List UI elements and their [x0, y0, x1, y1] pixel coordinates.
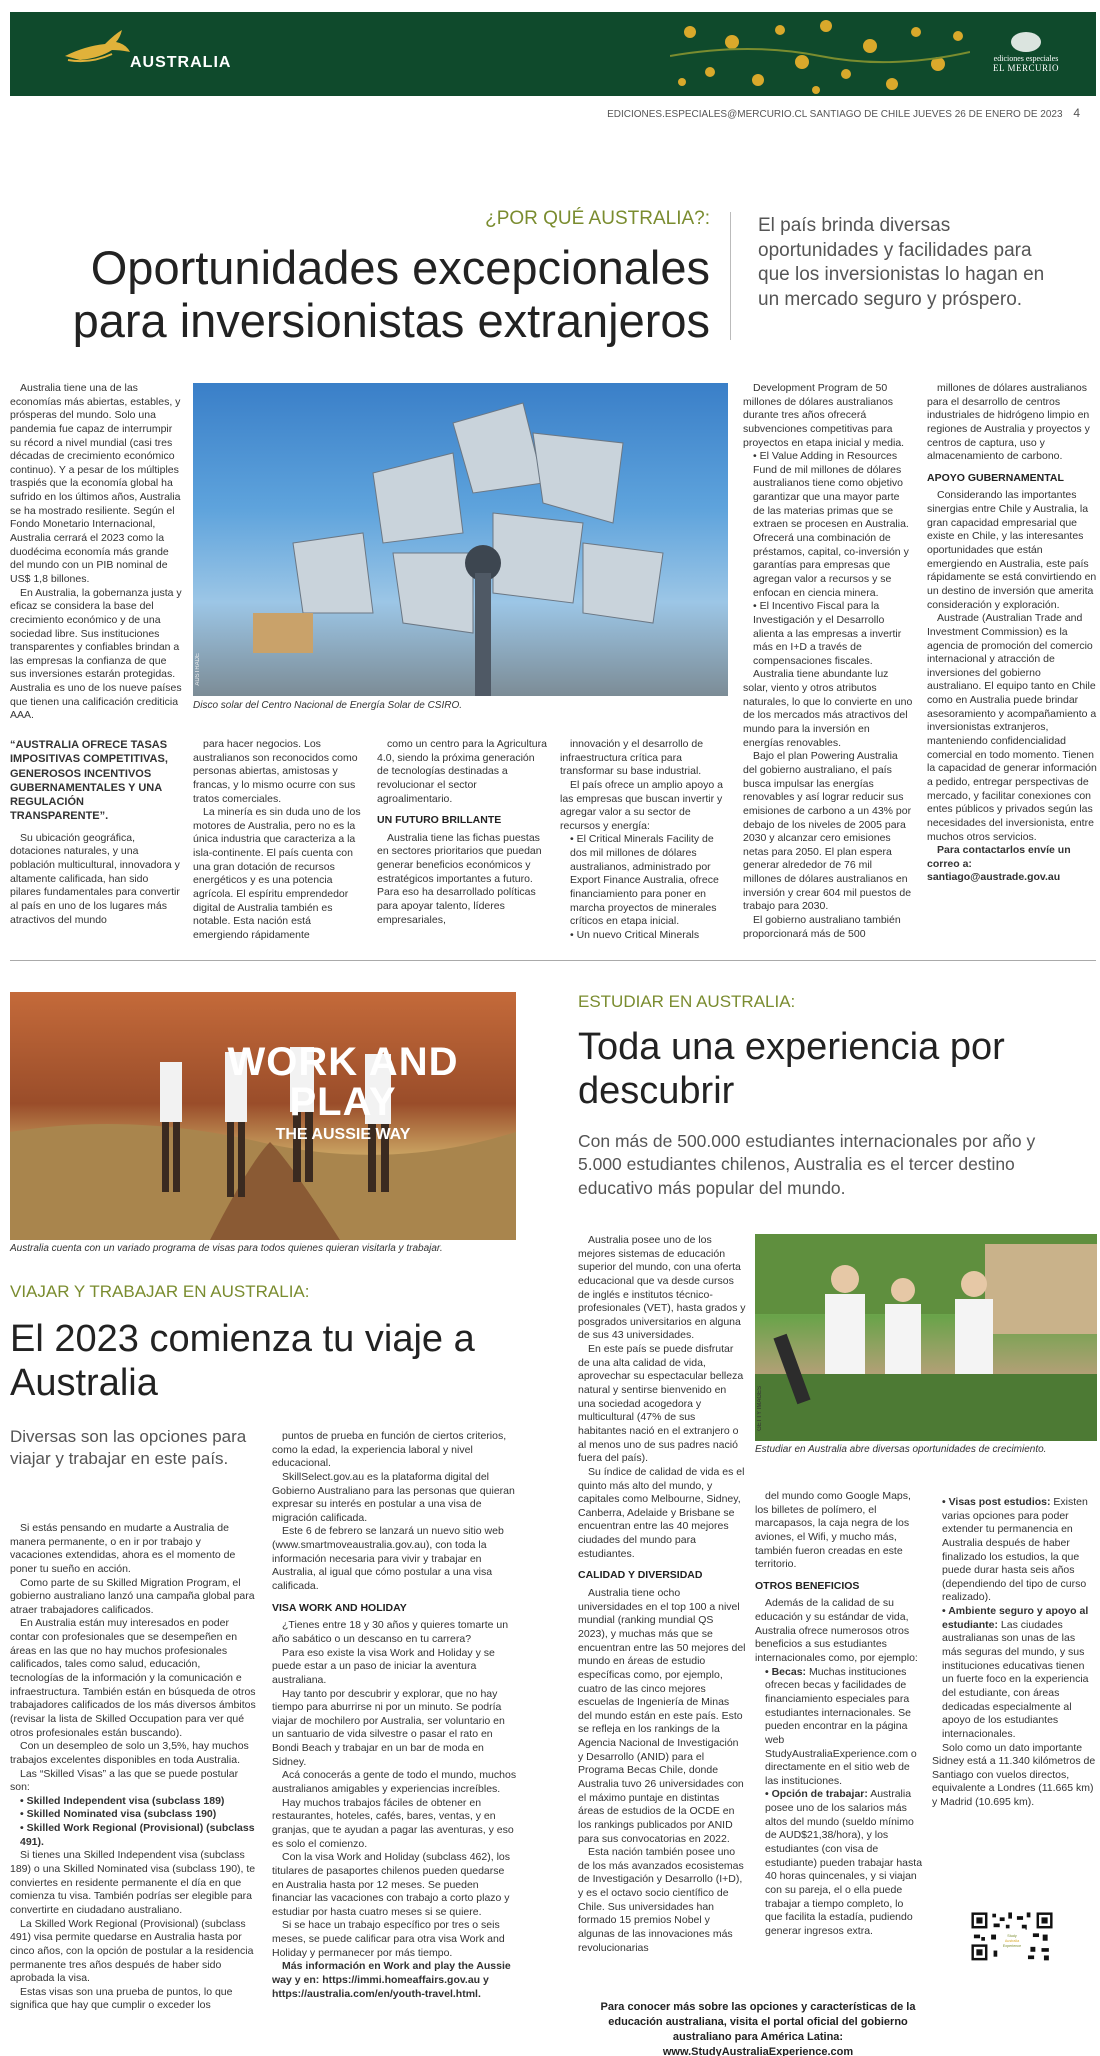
kangaroo-logo-icon [60, 26, 140, 66]
article1-column-1b: “AUSTRALIA OFRECE TASAS IMPOSITIVAS COMPETITIVAS, GENEROSOS INCENTIVOS GUBERNAMENTALES Y UNA REGULACIÓN TRANSPARENTE”. Su ubicación geográfica, dotaciones naturales, y una población multicultural, innovadora y altamente calificada, han sido pilares fundamentales para convertir al país en uno de los lugares más atractivos del mundo [10, 738, 182, 927]
footer-note: Para conocer más sobre las opciones y características de la educación australiana, visita el portal oficial del gobierno australiano para América Latina: www.StudyAustraliaExperience.com [600, 2001, 916, 2056]
article2-column-1: Si estás pensando en mudarte a Australia de manera permanente, o en ir por trabajo y vacaciones extendidas, ahora es el momento de poner tu sueño en acción. Como parte de su Skilled Migration Program, el gobierno australiano lanzó una campaña global para atraer trabajadores calificados. En Australia están muy interesados en poder contar con profesionales que se desempeñen en áreas en las que no hay muchos profesionales calificados, tales como salud, educación, tecnologías de la información y la comunicación e infraestructura. También están en búsqueda de otros trabajadores calificados de los más diversos ámbitos (revisar la lista de Skilled Occupation para ver qué otros profesionales están buscando). Con un desempleo de solo un 3,5%, hay muchos trabajos excelentes disponibles en toda Australia. Las “Skilled Visas” a las que se puede postular son: • Skilled Independent visa (subclass 189) • Skilled Nominated visa (subclass 190) • Skilled Work Regional (Provisional) (subclass 491). Si tienes una Skilled Independent visa (subclass 189) o una Skilled Nominated visa (subclass 190), te conviertes en residente permanente el día en que comienza tu visa. También podrías ser elegible para convertirte en ciudadano australiano. La Skilled Work Regional (Provisional) (subclass 491) visa permite quedarse en Australia hasta por cinco años, con la opción de postular a la residencia permanente tres años después de haber sido aprobada la visa. Estas visas son una prueba de puntos, lo que significa que hay que cumplir o exceder los [10, 1522, 256, 2012]
svg-text:Experience: Experience [1002, 1943, 1022, 1948]
solar-dish-illustration [193, 383, 728, 696]
el-mercurio-logo: ediciones especiales EL MERCURIO [986, 32, 1066, 73]
qr-code-icon[interactable] [942, 1910, 1082, 1996]
svg-text:Australia: Australia [1004, 1938, 1020, 1943]
article3-column-1: Australia posee uno de los mejores sistemas de educación superior del mundo, con una oferta educacional que va desde cursos de inglés e institutos técnico-profesionales (VET), hasta grados y posgrados universitarios en alguna de sus 43 universidades. En este país se puede disfrutar de una alta calidad de vida, aprovechar su espectacular belleza natural y sentirse bienvenido en una sociedad acogedora y multicultural (47% de sus habitantes nació en el extranjero o al menos uno de sus padres nació fuera del país). Su índice de calidad de vida es el quinto más alto del mundo, y capitales como Melbourne, Sidney, Canberra, Adelaide y Brisbane se encuentran entre las 40 mejores ciudades del mundo para estudiantes. CALIDAD Y DIVERSIDAD Australia tiene ocho universidades en el top 100 a nivel mundial (ranking mundial QS 2023), y muchas más que se encuentran entre las 50 mejores del mundo en áreas de estudio específicas como, por ejemplo, cuatro de las cinco mejores escuelas de Ingeniería de Minas del mundo están en este país. Esto se refleja en los rankings de la Agencia Nacional de Investigación y Desarrollo (ANID) para el Programa Becas Chile, donde Australia tuvo 26 universidades con el máximo puntaje en distintas áreas de estudios de la OCDE en los rankings publicados por ANID para sus convocatorias en 2022. Esta nación también posee uno de los más avanzados ecosistemas de Investigación y Desarrollo (I+D), y es el octavo socio científico de Chile. Sus universidades han formado 15 premios Nobel y algunas de las innovaciones más revolucionarias [578, 1234, 746, 1954]
page-number: 4 [1073, 106, 1080, 120]
work-and-play-logo: WORK AND PLAY THE AUSSIE WAY [227, 1040, 459, 1143]
article1-column-3: como un centro para la Agricultura 4.0, siendo la próxima generación de tecnologías destinadas a revolucionar el sector agroalimentario. UN FUTURO BRILLANTE Australia tiene las fichas puestas en sectores prioritarios que puedan generar beneficios económicos y estratégicos importantes a futuro. Para eso ha desarrollado políticas para apoyar talento, líderes empresariales, [377, 738, 547, 926]
photo-caption: Disco solar del Centro Nacional de Energía Solar de CSIRO. [193, 700, 463, 711]
article1-column-2: para hacer negocios. Los australianos son reconocidos como personas abiertas, amistosas y francas, y lo mismo ocurre con sus tratos comerciales. La minería es sin duda uno de los motores de Australia, pero no es la única industria que caracteriza a la isla-continente. El país cuenta con una gran dotación de recursos energéticos y es una potencia agrícola. El espíritu emprendedor digital de Australia también es notable. Esta nación está emergiendo rápidamente [193, 738, 361, 941]
article3-deck: Con más de 500.000 estudiantes internacionales por año y 5.000 estudiantes chilenos, Australia es el tercer destino educativo más popular del mundo. [578, 1131, 1036, 1198]
banner-country: AUSTRALIA [130, 54, 232, 71]
article3-title: Toda una experiencia por descubrir [578, 1026, 1005, 1112]
article1-deck: El país brinda diversas oportunidades y facilidades para que los inversionistas lo hagan en un mercado seguro y próspero. [758, 215, 1045, 311]
photo-caption: Australia cuenta con un variado programa de visas para todos quienes quieran visitarla y trabajar. [10, 1243, 443, 1254]
photo-credit: GETTY IMAGES [757, 1386, 763, 1431]
article3-column-2: del mundo como Google Maps, los billetes de polímero, el marcapasos, la caja negra de los aviones, el Wifi, y mucho más, también fueron creadas en este territorio. OTROS BENEFICIOS Además de la calidad de su educación y su estándar de vida, Australia ofrece numerosos otros beneficios a sus estudiantes internacionales como, por ejemplo: • Becas: Muchas instituciones ofrecen becas y facilidades de financiamiento especiales para estudiantes internacionales. Se pueden encontrar en la página web StudyAustraliaExperience.com o directamente en el sitio web de las instituciones. • Opción de trabajar: Australia posee uno de los salarios más altos del mundo (sueldo mínimo de AUD$21,38/hora), y los estudiantes (con visa de estudiante) pueden trabajar hasta 40 horas quincenales, y si viajan con su pareja, el o ella puede trabajar a tiempo completo, lo que facilita la estadía, pudiendo generar ingresos extra. [755, 1490, 923, 1937]
students-photo [755, 1234, 1097, 1441]
work-and-play-photo [10, 992, 516, 1240]
article3-kicker: ESTUDIAR EN AUSTRALIA: [578, 992, 796, 1011]
photo-caption: Estudiar en Australia abre diversas oportunidades de crecimiento. [755, 1444, 1047, 1455]
subheading: OTROS BENEFICIOS [755, 1579, 860, 1592]
article1-title: Oportunidades excepcionales para inversionistas extranjeros [72, 241, 710, 347]
article1-column-1: Australia tiene una de las economías más abiertas, estables, y prósperas del mundo. Solo una pandemia fue capaz de interrumpir su récord a nivel mundial (casi tres décadas de crecimiento económico continuo). Y a pesar de los múltiples traspiés que la economía global ha sufrido en los últimos años, Australia se ha mostrado resiliente. Según el Fondo Monetario Internacional, Australia cerrará el 2023 como la duodécima economía más grande del mundo con un PIB nominal de US$ 1,8 billones. En Australia, la gobernanza justa y eficaz se considera la base del crecimiento económico y de una sociedad libre. Sus instituciones transparentes y confiables brindan a las empresas la confianza de que sus inversiones estarán protegidas. Australia es uno de los nueve países que tienen una calificación crediticia AAA. [10, 382, 182, 722]
article2-deck: Diversas son las opciones para viajar y trabajar en este país. [10, 1427, 247, 1469]
article2-column-2: puntos de prueba en función de ciertos criterios, como la edad, la experiencia laboral y nivel educacional. SkillSelect.gov.au es la plataforma digital del Gobierno Australiano para las personas que quieran expresar su interés en postular a una visa de migración calificada. Este 6 de febrero se lanzará un nuevo sitio web (www.smartmoveaustralia.gov.au), con toda la información necesaria para vivir y trabajar en Australia, al igual que cómo postular a una visa calificada. VISA WORK AND HOLIDAY ¿Tienes entre 18 y 30 años y quieres tomarte un año sabático o un descanso en tu carrera? Para eso existe la visa Work and Holiday y se puede estar a un paso de iniciar la aventura australiana. Hay tanto por descubrir y explorar, que no hay tiempo para aburrirse ni por un minuto. Se podría viajar de mochilero por Australia, ser voluntario en un santuario de vida silvestre o pasar el rato en Bondi Beach y trabajar en un bar de moda en Sidney. Acá conocerás a gente de todo el mundo, muchos australianos amigables y experiencias increíbles. Hay muchos trabajos fáciles de obtener en restaurantes, hoteles, cafés, bares, ventas, y en granjas, que te ayudan a pagar las aventuras, y eso es solo el comienzo. Con la visa Work and Holiday (subclass 462), los titulares de pasaportes chilenos pueden quedarse en Australia hasta por 12 meses. Se pueden financiar las vacaciones con trabajo a corto plazo y estudiar por hasta cuatro meses si se quiere. Si se hace un trabajo específico por tres o seis meses, se puede calificar para otra visa Work and Holiday y permanecer por más tiempo. Más información en Work and play the Aussie way y en: https://immi.homeaffairs.gov.au y https://australia.com/en/youth-travel.html. [272, 1430, 517, 2000]
dateline: EDICIONES.ESPECIALES@MERCURIO.CL SANTIAGO DE CHILE JUEVES 26 DE ENERO DE 2023 4 [607, 106, 1080, 120]
subheading: UN FUTURO BRILLANTE [377, 814, 502, 827]
wattle-decoration [670, 12, 970, 96]
more-info-links: Más información en Work and play the Aussie way y en: https://immi.homeaffairs.gov.au y https://australia.com/en/youth-travel.html. [272, 1960, 511, 2000]
article3-column-3: • Visas post estudios: Existen varias opciones para poder extender tu permanencia en Australia después de haber finalizado los estudios, la que puede durar hasta seis años (dependiendo del tipo de curso realizado). • Ambiente seguro y apoyo al estudiante: Las ciudades australianas son unas de las más seguras del mundo, y sus instituciones educativas tienen un fuerte foco en la experiencia del estudiante, con áreas dedicadas especialmente al apoyo de los estudiantes internacionales. Solo como un dato importante Sidney está a 11.340 kilómetros de Santiago con vuelos directos, equivalente a Londres (11.665 km) y Madrid (10.695 km). [932, 1496, 1096, 1809]
subheading: CALIDAD Y DIVERSIDAD [578, 1569, 703, 1582]
divider [730, 212, 731, 340]
pull-quote: “AUSTRALIA OFRECE TASAS IMPOSITIVAS COMPETITIVAS, GENEROSOS INCENTIVOS GUBERNAMENTALES Y UNA REGULACIÓN TRANSPARENTE”. [10, 739, 168, 823]
students-illustration [755, 1234, 1097, 1441]
solar-dish-photo [193, 383, 728, 696]
article1-kicker: ¿POR QUÉ AUSTRALIA?: [485, 208, 710, 229]
article1-column-5: Development Program de 50 millones de dólares australianos durante tres años ofrecerá subvenciones competitivas para proyectos en etapa inicial y media. • El Value Adding in Resources Fund de mil millones de dólares australianos tiene como objetivo garantizar que una mayor parte de las materias primas que se extraen se procesen en Australia. Ofrecerá una combinación de préstamos, capital, co-inversión y garantías para empresas que agregan valor a recursos y se enfocan en ciencia minera. • El Incentivo Fiscal para la Investigación y el Desarrollo alienta a las empresas a invertir más en I+D a través de compensaciones fiscales. Australia tiene abundante luz solar, viento y otros atributos naturales, lo que lo convierte en uno de los mercados más atractivos del mundo para la inversión en energías renovables. Bajo el plan Powering Australia del gobierno australiano, el país busca impulsar las energías renovables y así lograr reducir sus emisiones de carbono a un 43% por debajo de los niveles de 2005 para 2030 y alcanzar cero emisiones netas para 2050. El plan espera generar alrededor de 76 mil millones de dólares australianos en inversión y crear 604 mil puestos de trabajo para 2030. El gobierno australiano también proporcionará más de 500 [743, 382, 913, 940]
article1-column-6: millones de dólares australianos para el desarrollo de centros industriales de hidrógeno limpio en regiones de Australia y proyectos y centros de captura, uso y almacenamiento de carbono. APOYO GUBERNAMENTAL Considerando las importantes sinergias entre Chile y Australia, la gran capacidad empresarial que existe en Chile, y las interesantes oportunidades que están emergiendo en Australia, este país rápidamente se está convirtiendo en un destino de inversión que amerita consideración y exploración. Austrade (Australian Trade and Investment Commission) es la agencia de promoción del comercio internacional y atracción de inversiones del gobierno australiano. El equipo tanto en Chile como en Australia puede brindar asesoramiento y acompañamiento a inversionistas extranjeros, manteniendo confidencialidad comercial en todo momento. Tienen la capacidad de generar información a pedido, entregar perspectivas de mercado, y facilitar conexiones con entes públicos y privados según las necesidades del inversionista, entre muchos otros servicios. Para contactarlos envíe un correo a: santiago@austrade.gov.au [927, 382, 1097, 884]
svg-text:Study: Study [1007, 1934, 1017, 1939]
subheading: VISA WORK AND HOLIDAY [272, 1601, 407, 1614]
article2-kicker: VIAJAR Y TRABAJAR EN AUSTRALIA: [10, 1282, 310, 1301]
contact-line: Para contactarlos envíe un correo a: santiago@austrade.gov.au [927, 844, 1071, 884]
subheading: APOYO GUBERNAMENTAL [927, 471, 1064, 484]
article2-title: El 2023 comienza tu viaje a Australia [10, 1318, 475, 1404]
section-divider [10, 960, 1096, 961]
newspaper-mark-icon [1011, 32, 1041, 52]
header-banner [10, 12, 1096, 96]
article1-column-4: innovación y el desarrollo de infraestructura crítica para transformar su base industrial. El país ofrece un amplio apoyo a las empresas que buscan invertir y agregar valor a su sector de recursos y energía: • El Critical Minerals Facility de dos mil millones de dólares australianos, administrado por Export Finance Australia, ofrece financiamiento para poner en marcha proyectos de minerales críticos en etapa inicial. • Un nuevo Critical Minerals [560, 738, 723, 941]
photo-credit: AUSTRADE [195, 653, 201, 686]
